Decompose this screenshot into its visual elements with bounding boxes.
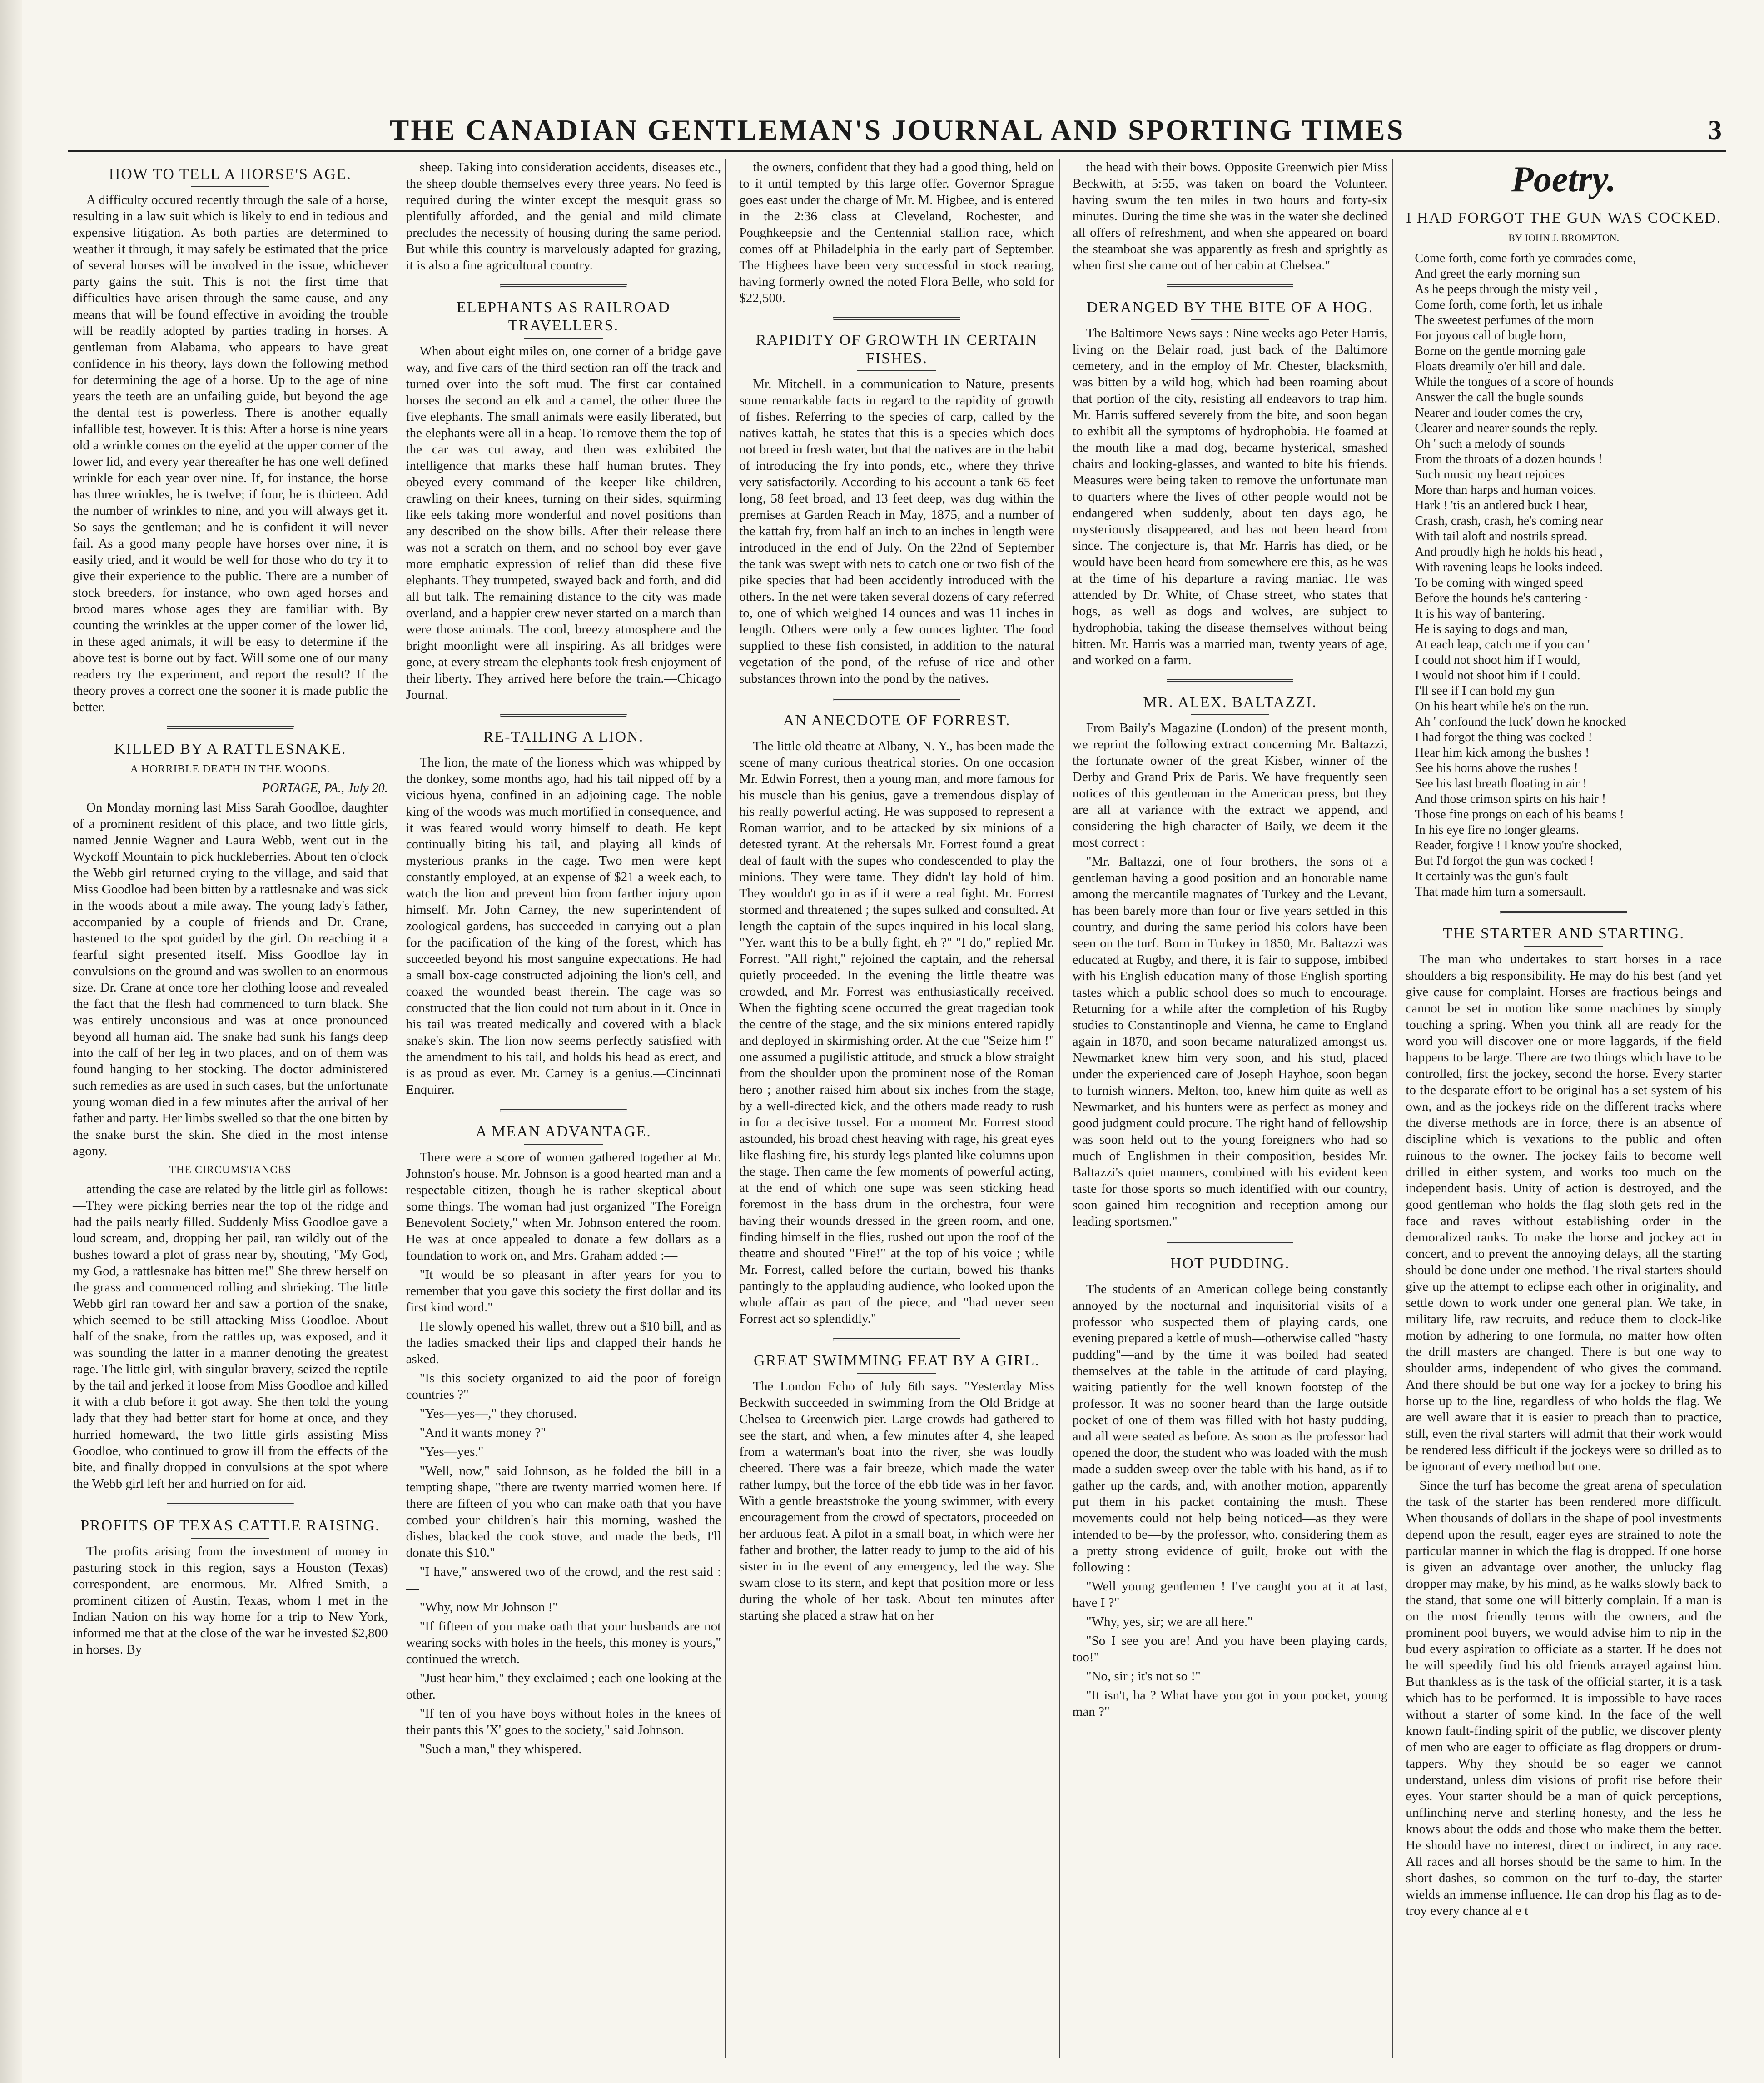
article-paragraph: "Well young gentlemen ! I've caught you at it at last, have I ?" <box>1072 1579 1388 1610</box>
article-paragraph: "And it wants money ?" <box>419 1425 546 1440</box>
article-paragraph: attending the case are related by the little girl as follows:—They were picking berries near the top of the ridge and had the pails nearly filled. Suddenly Miss Goodloe gave a loud scream, and, dropping her pail, ran wildly out of the bushes toward a plot of grass near by, shouting, "My God, my God, a rattlesnake has bitten me!" She threw herself on the grass and commenced rolling and shrieking. The little Webb girl ran toward her and saw a portion of the snake, which seemed to be still attacking Miss Goodloe. About half of the snake, from the rattles up, was exposed, and it was sounding the latter in a manner denoting the greatest rage. The little girl, with singular bravery, seized the reptile by the tail and jerked it loose from Miss Goodloe and killed it with a club before it got away. She then told the young lady that they had better start for home at once, and they hurried homeward, the two little girls assisting Miss Goodloe, who continued to grow ill from the effects of the bite, and finally dropped in convulsions at the spot where the Webb girl left her and hurried on for aid. <box>73 1182 388 1491</box>
divider <box>191 1538 269 1539</box>
article-paragraph: "I have," answered two of the crowd, and the rest said :— <box>406 1565 721 1595</box>
masthead-title: THE CANADIAN GENTLEMAN'S JOURNAL AND SPORTING TIMES <box>389 114 1405 146</box>
headline-horse-age: HOW TO TELL A HORSE'S AGE. <box>109 166 352 183</box>
article-paragraph: When about eight miles on, one corner of a bridge gave way, and five cars of the third section ran off the track and turned over into the soft mud. The first car contained horses the second an elk and a camel, the other three the five elephants. The small animals were easily liberated, but the elephants were all in a heap. To remove them the top of the car was cut away, and then was exhibited the intelligence that marks these half human brutes. They obeyed every command of the keeper like children, crawling on their knees, turning on their sides, squirming like eels taking more wonderful and novel positions than any described on the show bills. After their release there was not a scratch on them, and no school boy ever gave more emphatic expression of relief than did these five elephants. They trumpeted, swayed back and forth, and did all but talk. The remaining distance to the city was made overland, and a happier crew never started on a march than were those animals. The cool, breezy atmosphere and the bright moonlight were all inspiring. As all bridges were gone, at every stream the elephants took fresh enjoyment of their liberty. They arrived here before the train.—Chicago Journal. <box>406 344 721 702</box>
article-paragraph: the owners, confident that they had a good thing, held on to it until tempted by this large offer. Governor Sprague goes east under the charge of Mr. M. Higbee, and is entered in the 2:36 class at Cleveland, Rochester, and Poughkeepsie and the Centennial stallion race, which comes off at Philadelphia in the early part of September. The Higbees have been very successful in stock rearing, having formerly owned the noted Flora Belle, who sold for $22,500. <box>739 160 1054 305</box>
subheadline: THE CIRCUMSTANCES <box>169 1164 292 1176</box>
poem-title: I HAD FORGOT THE GUN WAS COCKED. <box>1406 209 1722 226</box>
article-paragraph: "So I see you are! And you have been playing cards, too!" <box>1072 1634 1388 1664</box>
article-separator <box>500 1109 627 1112</box>
newspaper-page <box>68 114 1726 2068</box>
column-1 <box>68 159 393 2058</box>
poem-line: Ah ' confound the luck' down he knocked <box>1415 715 1626 729</box>
article-paragraph: "It would be so pleasant in after years for you to remember that you gave this society the first dollar and its first kind word." <box>406 1267 721 1315</box>
headline-elephants: ELEPHANTS AS RAILROAD TRAVELLERS. <box>456 299 671 334</box>
poem-line: Clearer and nearer sounds the reply. <box>1415 421 1598 435</box>
poem-line: And those crimson spirts on his hair ! <box>1415 792 1606 806</box>
poem-line: It is his way of bantering. <box>1415 607 1545 621</box>
article-paragraph: "Mr. Baltazzi, one of four brothers, the sons of a gentleman having a good position and an honorable name among the mercantile magnates of Turkey and the Levant, has been barely more than four or five years settled in this country, and during the same period his colors have been seen on the turf. Born in Turkey in 1850, Mr. Baltazzi was educated at Rugby, and there, it is fair to suppose, imbibed with his English education many of those English sporting tastes which a public school does so much to encourage. Returning for a while after the completion of his Rugby studies to Constantinople and Vienna, he came to England again in 1870, and soon became naturalized amongst us. Newmarket knew him very soon, and his stud, placed under the experienced care of Joseph Hayhoe, soon began to furnish winners. Melton, too, knew him quite as well as Newmarket, and his hunters were as perfect as money and good judgment could procure. The right hand of fellowship was soon held out to the young foreigners who had so much of Englishmen in their composition, besides Mr. Baltazzi's quiet manners, combined with his evident keen taste for those sports so much identified with our country, soon gained him recognition and reception among our leading sportsmen." <box>1072 854 1388 1229</box>
divider <box>1191 714 1269 715</box>
article-paragraph: There were a score of women gathered together at Mr. Johnston's house. Mr. Johnson is a good hearted man and a respectable citizen, though he is rather skeptical about some things. The woman had just organized "The Foreign Benevolent Society," when Mr. Johnson entered the room. He was at once appealed to donate a few dollars as a foundation to work on, and Mrs. Graham added :— <box>406 1150 721 1263</box>
article-paragraph: From Baily's Magazine (London) of the present month, we reprint the following extract concerning Mr. Baltazzi, the fortunate owner of the great Kisber, winner of the Derby and Grand Prix de Paris. We have frequently seen notices of this gentleman in the American press, but they are all at variance with the extract we append, and considering the high character of Baily, we deem it the most correct : <box>1072 721 1388 850</box>
article-paragraph: "Is this society organized to aid the poor of foreign countries ?" <box>406 1371 721 1402</box>
poem-line: To be coming with winged speed <box>1415 576 1583 590</box>
divider <box>857 370 936 371</box>
columns <box>68 159 1726 2058</box>
poem-line: While the tongues of a score of hounds <box>1415 375 1614 389</box>
headline-baltazzi: MR. ALEX. BALTAZZI. <box>1143 694 1317 711</box>
column-2 <box>402 159 727 2058</box>
article-paragraph: On Monday morning last Miss Sarah Goodloe, daughter of a prominent resident of this place, and two little girls, named Jennie Wagner and Laura Webb, went out in the Wyckoff Mountain to pick huckleberries. About ten o'clock the Webb girl returned crying to the village, and said that Miss Goodloe had been bitten by a rattlesnake and was sick in the woods about a mile away. The young lady's father, accompanied by a couple of friends and Dr. Crane, hastened to the spot guided by the girl. On reaching it a fearful sight presented itself. Miss Goodloe lay in convulsions on the ground and was swollen to an enormous size. Dr. Crane at once tore her clothing loose and revealed the fact that the flesh had commenced to turn black. She was entirely unconsious and was at once pronounced beyond all human aid. The snake had sunk his fangs deep into the calf of her leg in two places, and on of them was found hanging to her stocking. The doctor administered such remedies as are used in such cases, but the unfortunate young woman died in a few minutes after the arrival of her father and party. Her limbs swelled so that the one bitten by the snake burst the skin. She died in the most intense agony. <box>73 800 388 1158</box>
poem-line: Hear him kick among the bushes ! <box>1415 746 1590 760</box>
article-separator <box>833 317 960 320</box>
divider <box>524 338 603 339</box>
article-paragraph: He slowly opened his wallet, threw out a $10 bill, and as the ladies smacked their lips and clapped their hands he asked. <box>406 1319 721 1366</box>
article-paragraph: A difficulty occured recently through the sale of a horse, resulting in a law suit which is likely to end in tedious and expensive litigation. As both parties are determined to weather it through, it may safely be estimated that the price of several horses will be involved in the issue, whichever party gains the suit. This is not the first time that difficulties have arisen through the same cause, and any means that will be found effective in avoiding the trouble will be readily adopted by parties trading in horses. A gentleman from Alabama, who appears to have great confidence in his theory, lays down the following method for determining the age of a horse. Up to the age of nine years the teeth are an unfailing guide, but beyond the age the dental test is powerless. There is another equally infallible test, however. It is this: After a horse is nine years old a wrinkle comes on the eyelid at the upper corner of the lower lid, and every year thereafter he has one well defined wrinkle for each year over nine. If, for instance, the horse has three wrinkles, he is twelve; if four, he is thirteen. Add the number of wrinkles to nine, and you will always get it. So says the gentleman; and he is confident it will never fail. As a good many people have horses over nine, it is easily tried, and it would be well for those who do try it to give their experience to the public. There are a number of stock breeders, for instance, who own aged horses and brood mares whose ages they are familiar with. By counting the wrinkles at the upper corner of the lower lid, in these aged animals, it will be easy to determine if the above test is borne out by fact. Will some one of our many readers try the experiment, and report the result? If the theory proves a correct one the sooner it is made public the better. <box>73 193 388 714</box>
article-paragraph: the head with their bows. Opposite Greenwich pier Miss Beckwith, at 5:55, was taken on board the Volunteer, having swum the ten miles in two hours and forty-six minutes. During the time she was in the water she declined all offers of refreshment, and when she appeared on board the steamboat she was apparently as fresh and sprightly as when first she came out of her cabin at Chelsea." <box>1072 160 1388 273</box>
poem-line: Such music my heart rejoices <box>1415 468 1565 482</box>
divider <box>1524 946 1603 947</box>
poem-line: Answer the call the bugle sounds <box>1415 390 1584 404</box>
poem-line: Those fine prongs on each of his beams ! <box>1415 807 1624 822</box>
article-paragraph: "No, sir ; it's not so !" <box>1086 1669 1201 1684</box>
article-paragraph: The students of an American college being constantly annoyed by the nocturnal and inquisitorial visits of a professor who suspected them of playing cards, one evening prepared a kettle of mush—otherwise called "hasty pudding"—and by the time it was boiled had seated themselves at the table in the attitude of card playing, waiting patiently for the well known footstep of the professor. It was no sooner heard than the large outside pocket of one of them was filled with hot hasty pudding, and all were seated as before. As soon as the professor had opened the door, the student who was loaded with the mush made a sudden sweep over the table with his hand, as if to gather up the cards, and, with another motion, apparently put them in his packet containing the mush. These movements could not help being noticed—as they were intended to be—by the professor, who, considering them as a pretty strong evidence of guilt, broke out with the following : <box>1072 1282 1388 1575</box>
article-separator <box>833 698 960 701</box>
poem-line: Floats dreamily o'er hill and dale. <box>1415 359 1585 374</box>
article-paragraph: sheep. Taking into consideration accidents, diseases etc., the sheep double themselves every three years. No feed is required during the winter except the mesquit grass so plentifully afforded, and the genial and mild climate precludes the necessity of housing during the same period. But while this country is marvelously adapted for grazing, it is also a fine agricultural country. <box>406 160 721 273</box>
article-paragraph: The London Echo of July 6th says. "Yesterday Miss Beckwith succeeded in swimming from the Old Bridge at Chelsea to Greenwich pier. Large crowds had gathered to see the start, and when, a few minutes after 4, she leaped from a waterman's boat into the river, she was loudly cheered. There was a fair breeze, which made the water rather lumpy, but the force of the ebb tide was in her favor. With a gentle breaststroke the young swimmer, with every encouragement from the crowd of spectators, proceeded on her arduous feat. A pilot in a small boat, in which were her father and brother, the latter ready to jump to the aid of his sister in in the event of any emergency, led the way. She swam close to its stern, and kept that position more or less during the whole of her task. About ten minutes after starting she placed a straw hat on her <box>739 1379 1054 1623</box>
poem-line: I would not shoot him if I could. <box>1415 668 1580 683</box>
poetry-heading: Poetry. <box>1511 159 1616 199</box>
headline-lion: RE-TAILING A LION. <box>483 728 644 745</box>
poem-line: Nearer and louder comes the cry, <box>1415 406 1583 420</box>
poem-line: Oh ' such a melody of sounds <box>1415 437 1565 451</box>
poem-line: Reader, forgive ! I know you're shocked, <box>1415 838 1622 852</box>
poem-line: Before the hounds he's cantering · <box>1415 591 1589 605</box>
headline-rattlesnake: KILLED BY A RATTLESNAKE. <box>114 741 347 757</box>
poem-line: And greet the early morning sun <box>1415 267 1580 281</box>
poem-line: As he peeps through the misty veil , <box>1415 282 1598 296</box>
headline-hot-pudding: HOT PUDDING. <box>1170 1255 1290 1272</box>
poem-line: With tail aloft and nostrils spread. <box>1415 529 1588 543</box>
article-paragraph: "Yes—yes." <box>419 1445 484 1459</box>
poem-line: In his eye fire no longer gleams. <box>1415 823 1579 837</box>
poem-line: Come forth, come forth ye comrades come, <box>1415 251 1636 265</box>
page-number: 3 <box>1708 115 1722 145</box>
article-paragraph: "It isn't, ha ? What have you got in your pocket, young man ?" <box>1072 1688 1388 1719</box>
divider <box>524 1144 603 1145</box>
article-paragraph: The man who undertakes to start horses in a race shoulders a big responsibility. He may do his best (and yet give cause for complaint. Horses are fractious beings and cannot be set in motion like some machines by simply touching a spring. When you think all are ready for the word you will discover one or more laggards, if the field happens to be large. There are two things which have to be controlled, first the jockey, second the horse. Every starter to the desparate effort to be original has a set system of his own, and as the jockeys ride on the different tracks where the diverse methods are in force, there is an absence of discipline which is vexations to the public and often ruinous to the owner. The jockey fails to become well drilled in either system, and works too much on the independent basis. Unity of action is destroyed, and the good gentleman who holds the flag sloth gets red in the face and raves without establishing order in the demoralized ranks. To make the horse and jockey act in concert, and to prevent the annoying delays, all the starting should be done under one method. The rival starters should give up the attempt to eclipse each other in originality, and settle down to work under one general plan. We take, in military life, raw recruits, and reduce them to clock-like motion by adhering to one formula, no matter how often the drill masters are changed. There is but one way to shoulder arms, independent of who gives the command. And there should be but one way for a jockey to bring his horse up to the line, regardless of who holds the flag. We are well aware that it is easier to preach than to practice, still, even the rival starters will admit that their work would be rendered less difficult if the jockeys were so drilled as to be ignorant of every method but one. <box>1406 952 1722 1474</box>
article-paragraph: The Baltimore News says : Nine weeks ago Peter Harris, living on the Belair road, just back of the Baltimore cemetery, and in the employ of Mr. Chester, blacksmith, was bitten by a wild hog, which had been roaming about that portion of the city, resisting all endeavors to trap him. Mr. Harris suffered severely from the bite, and soon began to exhibit all the symptoms of hydrophobia. He foamed at the mouth like a mad dog, became hysterical, smashed chairs and looking-glasses, and wanted to bite his friends. Measures were being taken to remove the unfortunate man to quarters where the lives of other people would not be endangered when suddenly, about ten days ago, he mysteriously disappeared, and has not been heard from since. The conjecture is, that Mr. Harris has died, or he would have been heard from somewhere ere this, as he was at the time of his departure a raving maniac. He was attended by Dr. White, of Chase street, who states that hogs, as well as dogs and wolves, are subject to hydrophobia, taking the disease themselves without being bitten. Mr. Harris was a married man, twenty years of age, and worked on a farm. <box>1072 326 1388 668</box>
article-separator <box>1167 679 1293 683</box>
article-paragraph: "Yes—yes—," they chorused. <box>419 1406 577 1421</box>
article-separator <box>167 1503 293 1506</box>
poem-line: See his last breath floating in air ! <box>1415 777 1587 791</box>
article-paragraph: "Why, yes, sir; we are all here." <box>1086 1615 1253 1629</box>
column-3 <box>735 159 1060 2058</box>
poem-line: Hark ! 'tis an antlered buck I hear, <box>1415 498 1588 513</box>
article-separator <box>833 1338 960 1341</box>
article-paragraph: "Such a man," they whispered. <box>419 1742 582 1756</box>
poem-line: Borne on the gentle morning gale <box>1415 344 1585 358</box>
poem-line: He is saying to dogs and man, <box>1415 622 1568 636</box>
poem-line: It certainly was the gun's fault <box>1415 869 1568 883</box>
poem-line: The sweetest perfumes of the morn <box>1415 313 1594 327</box>
article-separator <box>167 726 293 729</box>
headline-texas: PROFITS OF TEXAS CATTLE RAISING. <box>80 1517 380 1534</box>
poem-line: More than harps and human voices. <box>1415 483 1597 497</box>
headline-swimming: GREAT SWIMMING FEAT BY A GIRL. <box>754 1352 1040 1369</box>
headline-mean-advantage: A MEAN ADVANTAGE. <box>476 1123 651 1140</box>
headline-starter: THE STARTER AND STARTING. <box>1443 925 1684 942</box>
poem-line: I could not shoot him if I would, <box>1415 653 1580 667</box>
article-separator <box>1167 284 1293 288</box>
poem-line: That made him turn a somersault. <box>1415 885 1586 899</box>
article-paragraph: "Well, now," said Johnson, as he folded the bill in a tempting shape, "there are twenty married women here. If there are fifteen of you who can make oath that you have combed your children's hair this morning, washed the dishes, blacked the cook stove, and made the beds, I'll donate this $10." <box>406 1464 721 1560</box>
binding-margin <box>0 0 22 2083</box>
article-paragraph: "Why, now Mr Johnson !" <box>419 1600 558 1615</box>
divider <box>1191 319 1269 320</box>
article-paragraph: The little old theatre at Albany, N. Y., has been made the scene of many curious theatrical stories. On one occasion Mr. Edwin Forrest, then a young man, and more famous for his muscle than his genius, gave a tremendous display of his really powerful acting. He was supposed to represent a Roman warrior, and to be attacked by six minions of a detested tyrant. At the rehersals Mr. Forrest found a great deal of fault with the supes who condescended to play the minions. They were tame. They didn't lay hold of him. They wouldn't go in as if it were a real fight. Mr. Forrest stormed and threatened ; the supes sulked and consulted. At length the captain of the supes inquired in his local slang, "Yer. want this to be a bully fight, eh ?" "I do," replied Mr. Forrest. "All right," rejoined the captain, and the rehersal quietly proceeded. In the evening the little theatre was crowded, and Mr. Forrest was enthusiastically received. When the fighting scene occurred the great tragedian took the centre of the stage, and the six minions entered rapidly and deployed in skirmishing order. At the cue "Seize him !" one assumed a pugilistic attitude, and struck a blow straight from the shoulder upon the prominent nose of the Roman hero ; another raised him about six inches from the stage, by a well-directed kick, and the others made ready to rush in for a decisive tussel. For a moment Mr. Forrest stood astounded, his broad chest heaving with rage, his great eyes like flashing fire, his sturdy legs planted like columns upon the stage. Then came the few moments of powerful acting, at the end of which one supe was seen sticking head foremost in the bass drum in the orchestra, four were having their wounds dressed in the green room, and one, finding himself in the flies, rushed out upon the roof of the theatre and shouted "Fire!" at the top of his voice ; while Mr. Forrest, called before the curtain, bowed his thanks pantingly to the applauding audience, who looked upon the whole affair as part of the piece, and "had never seen Forrest act so splendidly." <box>739 739 1054 1326</box>
divider <box>524 749 603 750</box>
poem-line: I'll see if I can hold my gun <box>1415 684 1555 698</box>
divider <box>857 1373 936 1374</box>
article-paragraph: The lion, the mate of the lioness which was whipped by the donkey, some months ago, had his tail nipped off by a vicious hyena, confined in an adjoining cage. The noble king of the woods was much mortified in consequence, and it was feared would worry himself to death. He kept continually biting his tail, and playing all kinds of mysterious pranks in the cage. Two men were kept constantly employed, at an expense of $21 a week each, to watch the lion and prevent him from farther injury upon himself. Mr. John Carney, the new superintendent of zoological gardens, has succeeded in carrying out a plan for the pacification of the king of the forest, which has succeeded beyond his most sanguine expectations. He had a small box-cage constructed adjoining the lion's cell, and coaxed the wounded beast therein. The cage was so constructed that the lion could not turn about in it. Once in his tail was treated medically and covered with a black snake's skin. The lion now seems perfectly satisfied with the amendment to his tail, and holds his head as erect, and is as proud as ever. Mr. Carney is a genius.—Cincinnati Enquirer. <box>406 755 721 1097</box>
column-4 <box>1068 159 1393 2058</box>
poem-line: But I'd forgot the gun was cocked ! <box>1415 854 1594 868</box>
divider <box>191 186 269 187</box>
poem-line: Come forth, come forth, let us inhale <box>1415 298 1603 312</box>
article-paragraph: "If fifteen of you make oath that your husbands are not wearing socks with holes in the heels, this money is yours," continued the wretch. <box>406 1619 721 1666</box>
dateline: PORTAGE, PA., July 20. <box>262 781 388 795</box>
poem-line: On his heart while he's on the run. <box>1415 699 1589 713</box>
subheadline: A HORRIBLE DEATH IN THE WOODS. <box>130 763 330 775</box>
poem-line: And proudly high he holds his head , <box>1415 545 1603 559</box>
poem-line: At each leap, catch me if you can ' <box>1415 638 1590 652</box>
headline-hog: DERANGED BY THE BITE OF A HOG. <box>1086 299 1374 316</box>
headline-fishes: RAPIDITY OF GROWTH IN CERTAIN FISHES. <box>755 332 1038 367</box>
article-paragraph: "Just hear him," they exclaimed ; each one looking at the other. <box>406 1671 721 1702</box>
poem-byline: BY JOHN J. BROMPTON. <box>1508 232 1620 244</box>
poem-line: With ravening leaps he looks indeed. <box>1415 560 1603 574</box>
poem-line: I had forgot the thing was cocked ! <box>1415 730 1592 744</box>
article-paragraph: Since the turf has become the great arena of speculation the task of the starter has been rendered more difficult. When thousands of dollars in the shape of pool investments depend upon the result, eager eyes are strained to note the particular manner in which the flag is dropped. If one horse is given an advantage over another, the unlucky flag dropper may make, by his mind, as he walks slowly back to the stand, that some one will bitterly complain. If a man is on the most friendly terms with the owners, and the prominent pool buyers, we would advise him to nip in the bud every aspiration to officiate as a starter. If he does not he will speedily find his old friends arrayed against him. But thankless as is the task of the official starter, it is a task which has to be performed. It is impossible to have races without a starter of some kind. In the face of the well known fault-finding spirit of the public, we discover plenty of men who are eager to officiate as flag droppers or drum-tappers. Why they should be so eager we cannot understand, unless dim visions of profit rise before their eyes. Your starter should be a man of quick perceptions, unflinching nerve and sterling honesty, and the less he knows about the odds and those who make them the better. He should have no interest, direct or indirect, in any race. All races and all horses should be the same to him. In the short dashes, so common on the turf to-day, the starter wields an immense influence. He can drop his flag as to de-troy every chance al e t <box>1406 1478 1722 1918</box>
article-separator <box>1500 911 1627 914</box>
column-5 <box>1401 159 1726 2058</box>
article-paragraph: "If ten of you have boys without holes in the knees of their pants this 'X' goes to the society," said Johnson. <box>406 1706 721 1737</box>
poem-line: For joyous call of bugle horn, <box>1415 329 1566 343</box>
article-separator <box>1167 1241 1293 1244</box>
article-paragraph: The profits arising from the investment of money in pasturing stock in this region, says a Houston (Texas) correspondent, are enormous. Mr. Alfred Smith, a prominent citizen of Austin, Texas, whom I met in the Indian Nation on his way home for a trip to New York, informed me that at the close of the war he invested $2,800 in horses. By <box>73 1544 388 1657</box>
masthead <box>68 114 1726 152</box>
poem-line: See his horns above the rushes ! <box>1415 761 1578 775</box>
poem <box>1406 251 1722 900</box>
article-paragraph: Mr. Mitchell. in a communication to Nature, presents some remarkable facts in regard to the rapidity of growth of fishes. Referring to the species of carp, called by the natives kattah, he states that this is a species which does not breed in fresh water, but that the natives are in the habit of introducing the fry into ponds, etc., where they thrive very satisfactorily. According to his account a tank 65 feet long, 58 feet broad, and 13 feet deep, was dug within the premises at Garden Reach in May, 1875, and a number of the kattah fry, from half an inch to an inches in length were introduced in the end of July. On the 22nd of September the tank was swept with nets to catch one or two fish of the pike species that had been accidently introduced with the others. In the net were taken several dozens of cary referred to, one of which weighed 14 ounces and was 11 inches in length. Others were only a few ounces lighter. The food supplied to these fish consisted, in addition to the natural vegetation of the pond, of the refuse of rice and other substances thrown into the pond by the natives. <box>739 377 1054 686</box>
article-separator <box>500 714 627 717</box>
headline-forrest: AN ANECDOTE OF FORREST. <box>783 712 1011 729</box>
article-separator <box>500 284 627 288</box>
poem-line: From the throats of a dozen hounds ! <box>1415 452 1603 466</box>
poem-line: Crash, crash, crash, he's coming near <box>1415 514 1603 528</box>
